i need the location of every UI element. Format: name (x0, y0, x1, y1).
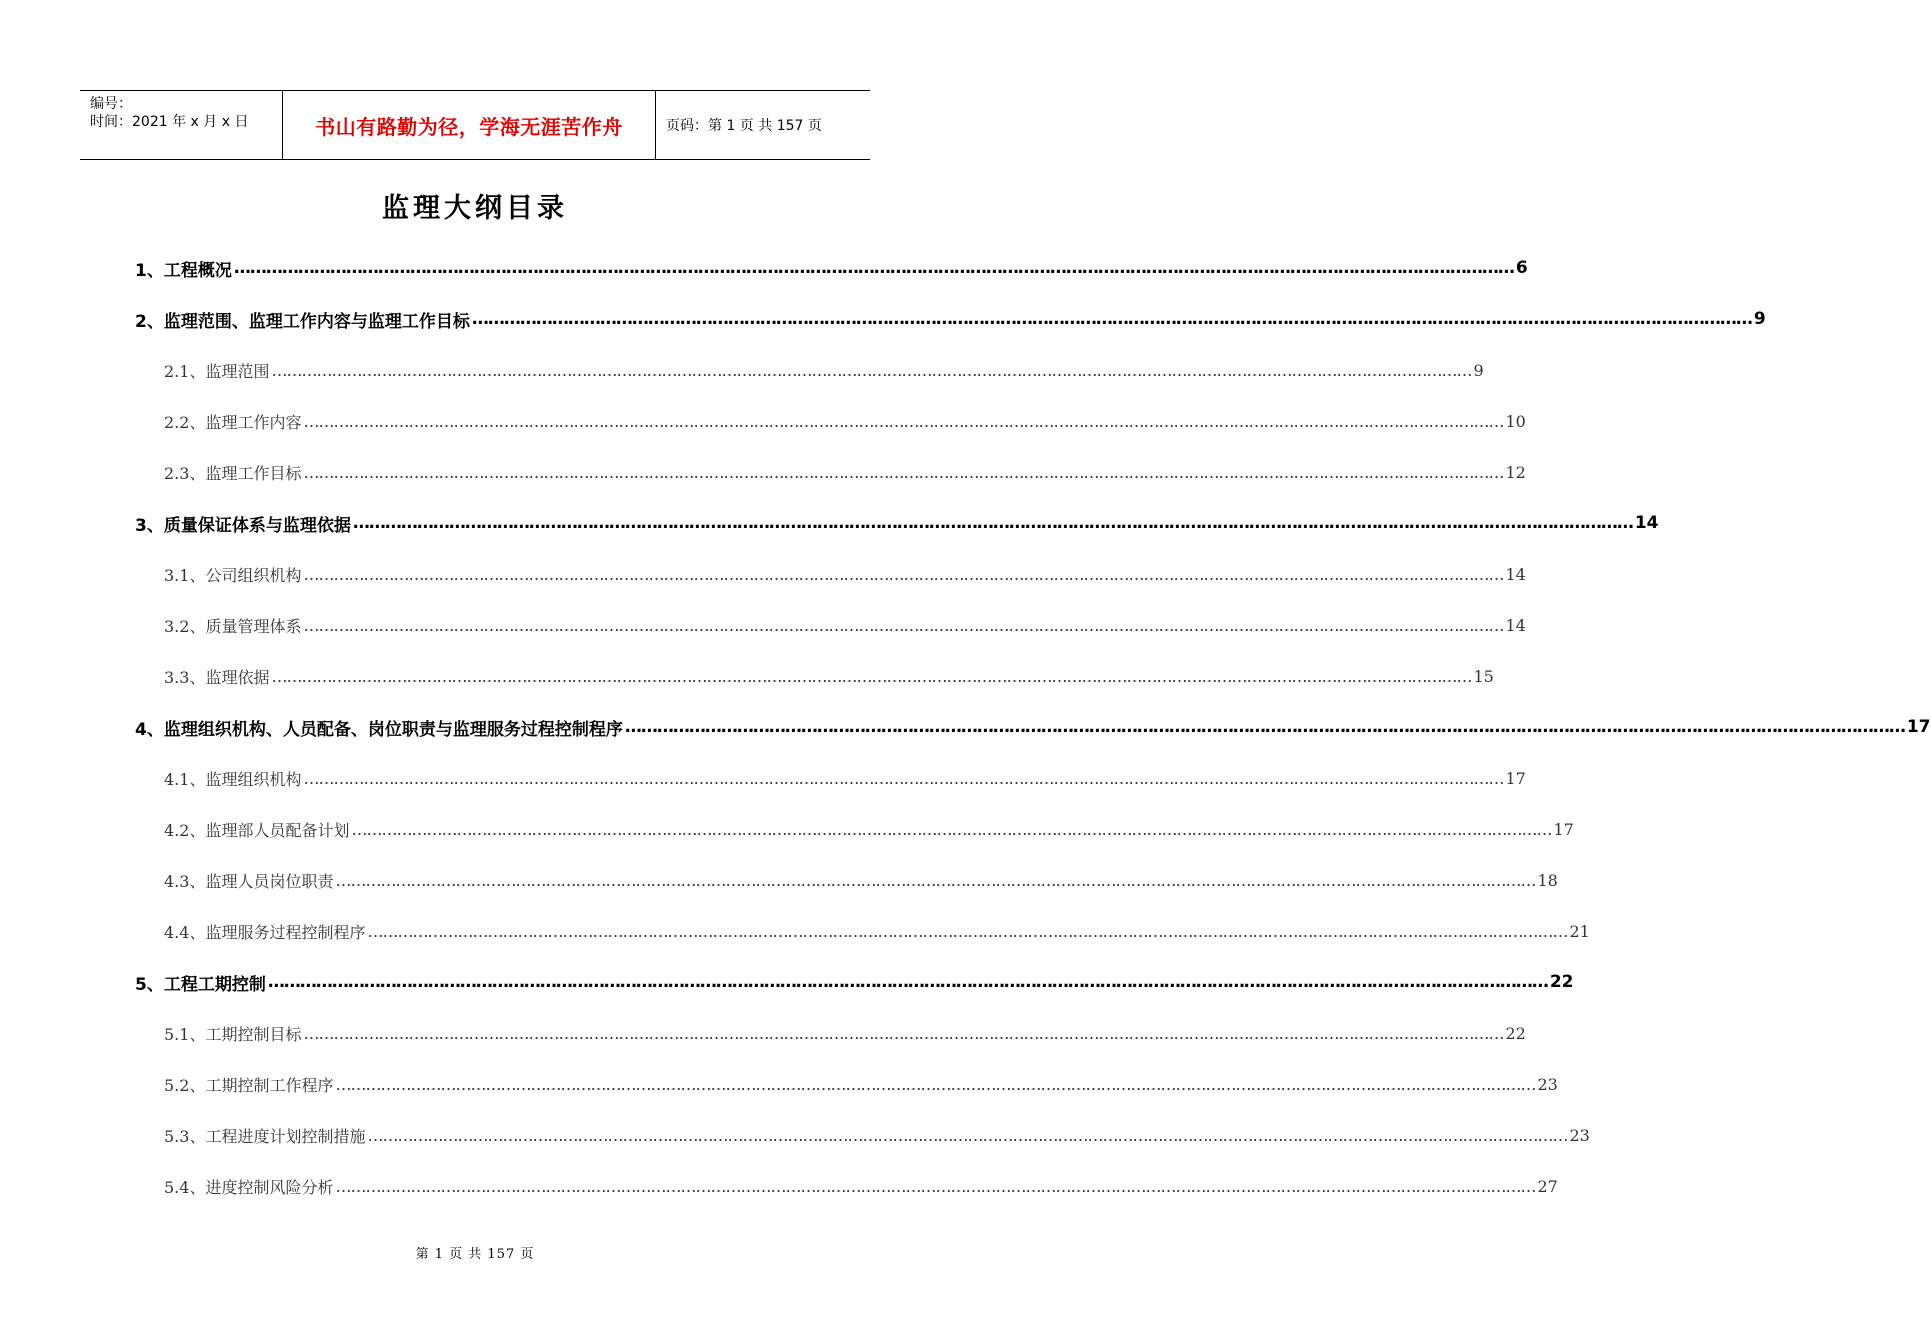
toc-leader-dots: …………………………………………………………………………………………………………………………………………………………………………………………………………………… (271, 360, 1472, 380)
toc-entry-page: 21 (1569, 921, 1590, 941)
header-meta (80, 91, 282, 159)
toc-leader-dots: …………………………………………………………………………………………………………………………………………………………………………………………………………………… (352, 513, 1633, 533)
toc-entry[interactable] (164, 456, 1526, 488)
toc-entry-page: 17 (1906, 717, 1931, 737)
toc-entry[interactable] (164, 609, 1526, 641)
toc-entry-page: 23 (1537, 1074, 1558, 1094)
toc-entry-page: 9 (1473, 360, 1484, 380)
toc-entry-label: 4.3、监理人员岗位职责 (164, 871, 334, 891)
toc-entry[interactable] (164, 558, 1526, 590)
page-footer: 第 1 页 共 157 页 (415, 1247, 535, 1262)
toc-leader-dots: …………………………………………………………………………………………………………………………………………………………………………………………………………………… (367, 921, 1568, 941)
toc-entry-label: 5.1、工期控制目标 (164, 1024, 302, 1044)
toc-entry[interactable] (135, 966, 1574, 998)
toc-entry-page: 9 (1753, 309, 1766, 329)
toc-leader-dots: …………………………………………………………………………………………………………………………………………………………………………………………………………………… (303, 564, 1504, 584)
toc-entry-label: 2、监理范围、监理工作内容与监理工作目标 (135, 311, 470, 332)
toc-entry-page: 22 (1505, 1023, 1526, 1043)
toc-entry[interactable] (164, 915, 1590, 947)
toc-entry-label: 5.3、工程进度计划控制措施 (164, 1126, 366, 1146)
header-table (80, 90, 870, 160)
toc-leader-dots: …………………………………………………………………………………………………………………………………………………………………………………………………………………… (303, 1023, 1504, 1043)
toc-entry[interactable] (164, 1119, 1590, 1151)
toc-entry-label: 5.2、工期控制工作程序 (164, 1075, 334, 1095)
toc-entry-page: 23 (1569, 1125, 1590, 1145)
toc-leader-dots: …………………………………………………………………………………………………………………………………………………………………………………………………………………… (351, 819, 1552, 839)
toc-entry[interactable] (164, 813, 1574, 845)
page-info: 页码：第 1 页 共 157 页 (666, 118, 822, 134)
toc-entry[interactable] (135, 252, 1528, 284)
toc-entry-page: 14 (1505, 564, 1526, 584)
toc-entry-label: 5、工程工期控制 (135, 974, 266, 995)
toc-leader-dots: …………………………………………………………………………………………………………………………………………………………………………………………………………………… (624, 717, 1905, 737)
toc-entry[interactable] (164, 1017, 1526, 1049)
toc-leader-dots: …………………………………………………………………………………………………………………………………………………………………………………………………………………… (303, 615, 1504, 635)
toc-entry-page: 15 (1473, 666, 1494, 686)
toc-entry[interactable] (135, 711, 1931, 743)
toc-leader-dots: …………………………………………………………………………………………………………………………………………………………………………………………………………………… (267, 972, 1548, 992)
toc-entry-page: 17 (1553, 819, 1574, 839)
toc-entry-page: 14 (1505, 615, 1526, 635)
toc-entry-label: 4.1、监理组织机构 (164, 769, 302, 789)
motto: 书山有路勤为径，学海无涯苦作舟 (282, 91, 656, 159)
toc-entry-label: 3.2、质量管理体系 (164, 616, 302, 636)
toc-leader-dots: …………………………………………………………………………………………………………………………………………………………………………………………………………………… (335, 1176, 1536, 1196)
toc-leader-dots: …………………………………………………………………………………………………………………………………………………………………………………………………………………… (233, 258, 1514, 278)
toc-entry-label: 2.3、监理工作目标 (164, 463, 302, 483)
toc-entry-label: 3.1、公司组织机构 (164, 565, 302, 585)
toc-entry-page: 22 (1549, 972, 1574, 992)
toc-entry[interactable] (164, 660, 1494, 692)
toc-leader-dots: …………………………………………………………………………………………………………………………………………………………………………………………………………………… (367, 1125, 1568, 1145)
toc-entry-page: 18 (1537, 870, 1558, 890)
toc-leader-dots: …………………………………………………………………………………………………………………………………………………………………………………………………………………… (303, 462, 1504, 482)
toc-entry[interactable] (164, 864, 1558, 896)
toc-entry-label: 4、监理组织机构、人员配备、岗位职责与监理服务过程控制程序 (135, 719, 623, 740)
toc-entry[interactable] (164, 1068, 1558, 1100)
toc-entry[interactable] (135, 303, 1766, 335)
toc-entry-label: 4.2、监理部人员配备计划 (164, 820, 350, 840)
page-title: 监理大纲目录 (382, 193, 568, 224)
toc-leader-dots: …………………………………………………………………………………………………………………………………………………………………………………………………………………… (271, 666, 1472, 686)
toc-entry-page: 27 (1537, 1176, 1558, 1196)
toc-entry[interactable] (164, 405, 1526, 437)
toc-leader-dots: …………………………………………………………………………………………………………………………………………………………………………………………………………………… (303, 411, 1504, 431)
toc-entry-label: 1、工程概况 (135, 260, 232, 281)
toc-leader-dots: …………………………………………………………………………………………………………………………………………………………………………………………………………………… (471, 309, 1752, 329)
toc-entry-page: 12 (1505, 462, 1526, 482)
toc-entry-label: 2.2、监理工作内容 (164, 412, 302, 432)
toc-leader-dots: …………………………………………………………………………………………………………………………………………………………………………………………………………………… (335, 870, 1536, 890)
toc-entry-page: 17 (1505, 768, 1526, 788)
toc-entry[interactable] (164, 354, 1484, 386)
toc-entry-page: 14 (1634, 513, 1659, 533)
toc-entry-page: 6 (1515, 258, 1528, 278)
toc-entry-label: 5.4、进度控制风险分析 (164, 1177, 334, 1197)
time-label: 时间：2021 年 x 月 x 日 (90, 114, 249, 130)
toc-entry-label: 2.1、监理范围 (164, 361, 270, 381)
number-label: 编号： (90, 96, 132, 112)
toc-leader-dots: …………………………………………………………………………………………………………………………………………………………………………………………………………………… (303, 768, 1504, 788)
toc-entry-label: 3.3、监理依据 (164, 667, 270, 687)
toc-entry[interactable] (164, 762, 1526, 794)
toc-entry[interactable] (135, 507, 1659, 539)
toc-entry[interactable] (164, 1170, 1558, 1202)
toc-entry-page: 10 (1505, 411, 1526, 431)
toc-entry-label: 4.4、监理服务过程控制程序 (164, 922, 366, 942)
toc-leader-dots: …………………………………………………………………………………………………………………………………………………………………………………………………………………… (335, 1074, 1536, 1094)
toc-entry-label: 3、质量保证体系与监理依据 (135, 515, 351, 536)
